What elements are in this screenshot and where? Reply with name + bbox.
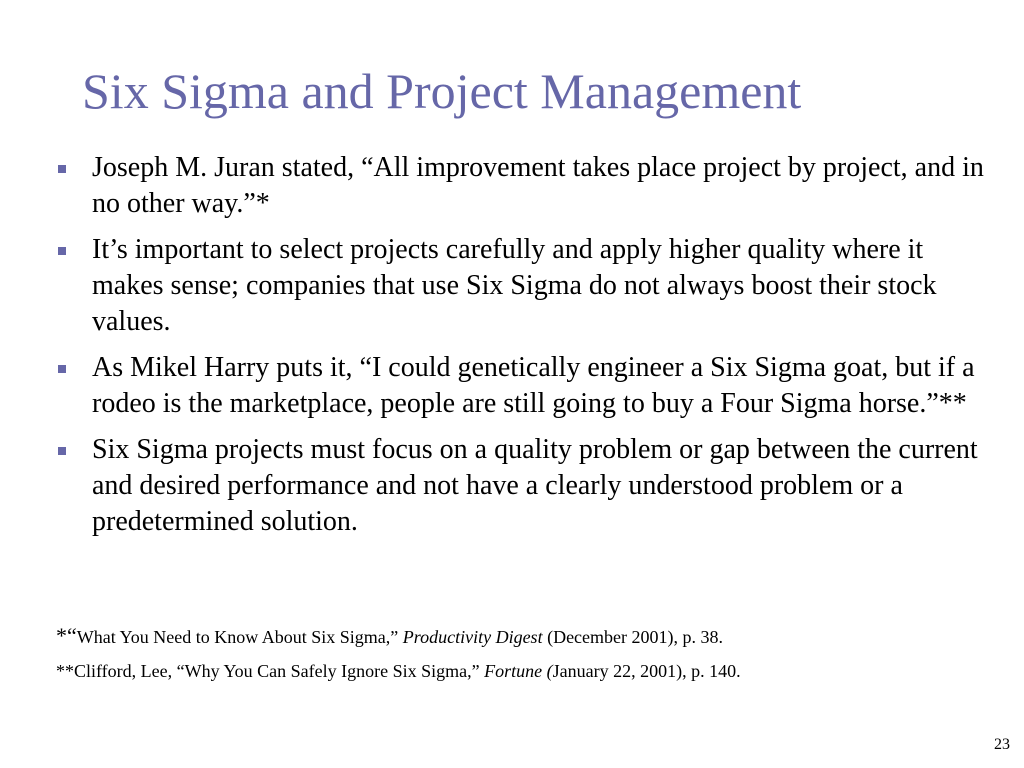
square-bullet-icon [58, 165, 66, 173]
footnote-date: January 22, 2001), p. 140. [552, 661, 741, 681]
footnote-1 [56, 624, 986, 649]
bullet-text: Joseph M. Juran stated, “All improvement takes place project by project, and in no other way.”* [92, 152, 984, 219]
footnote-marker: *“ [56, 623, 77, 648]
square-bullet-icon [58, 247, 66, 255]
bullet-text: As Mikel Harry puts it, “I could genetically engineer a Six Sigma goat, but if a rodeo is the marketplace, people are still going to buy a Four Sigma horse.”** [92, 352, 975, 419]
bullet-item [56, 150, 986, 222]
slide-number: 23 [994, 736, 1010, 753]
footnote-date: (December 2001), p. 38. [542, 627, 724, 647]
slide-title: Six Sigma and Project Management [82, 63, 802, 119]
footnote-2 [56, 659, 986, 683]
footnote-text: What You Need to Know About Six Sigma,” [76, 627, 403, 647]
bullet-item [56, 350, 986, 422]
footnote-marker: ** [56, 661, 74, 681]
bullet-list [56, 150, 986, 550]
footnote-source: Productivity Digest [402, 627, 543, 647]
footnote-text: Clifford, Lee, “Why You Can Safely Ignore Six Sigma,” [74, 661, 485, 681]
square-bullet-icon [58, 447, 66, 455]
bullet-text: It’s important to select projects carefully and apply higher quality where it makes sense; companies that use Six Sigma do not always boost their stock values. [92, 234, 937, 337]
footnote-source: Fortune ( [484, 661, 553, 681]
bullet-item [56, 232, 986, 340]
square-bullet-icon [58, 365, 66, 373]
bullet-text: Six Sigma projects must focus on a quality problem or gap between the current and desired performance and not have a clearly understood problem or a predetermined solution. [92, 434, 978, 537]
footnotes [56, 624, 986, 693]
bullet-item [56, 432, 986, 540]
